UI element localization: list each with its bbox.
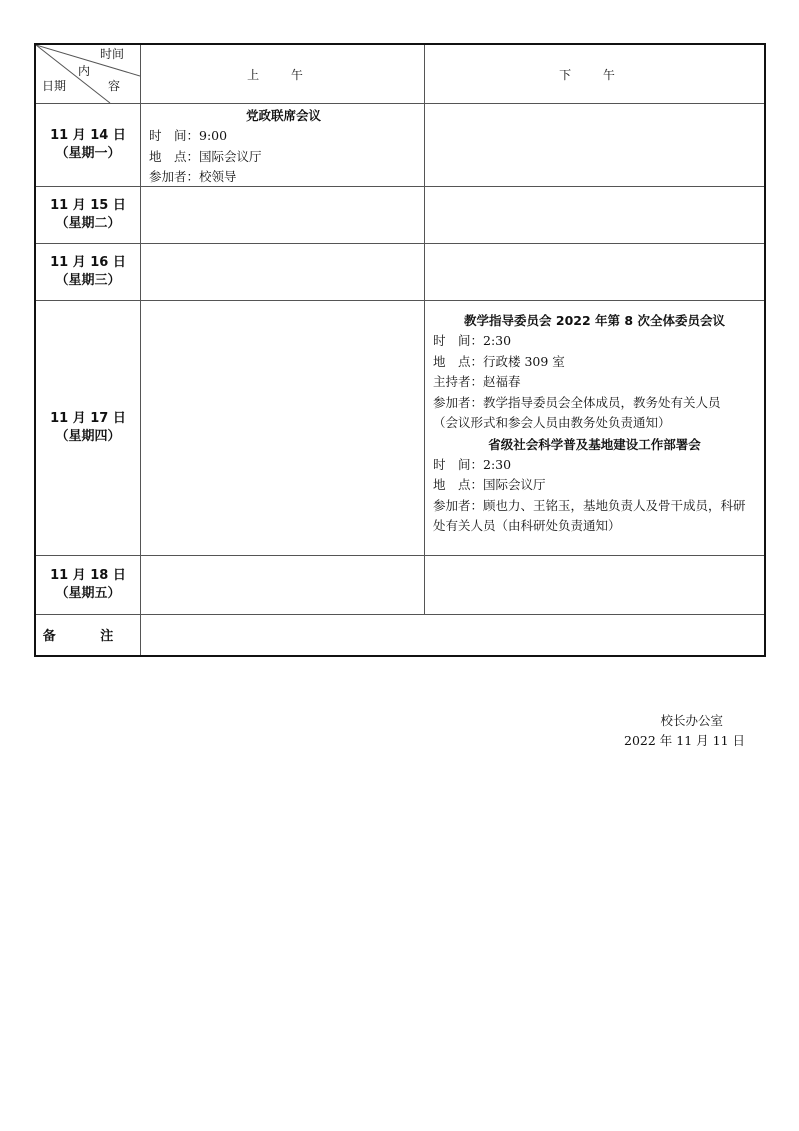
event-host: 主持者：赵福春 bbox=[433, 374, 521, 389]
date-label: 11 月 17 日 bbox=[50, 410, 126, 426]
date-label: 11 月 14 日 bbox=[50, 127, 126, 143]
date-cell-tuesday bbox=[36, 186, 140, 243]
corner-label-content-1: 内 bbox=[78, 64, 91, 78]
weekly-schedule-table bbox=[34, 43, 766, 657]
monday-morning-cell bbox=[141, 103, 424, 186]
event-time: 时 间：2:30 bbox=[433, 456, 512, 472]
friday-morning-cell bbox=[141, 555, 424, 614]
weekday-label: （星期三） bbox=[55, 272, 121, 288]
event-location: 地 点：行政楼 309 室 bbox=[433, 353, 565, 369]
weekday-label: （星期四） bbox=[55, 428, 121, 444]
wednesday-morning-cell bbox=[141, 243, 424, 300]
issue-date: 2022 年 11 月 11 日 bbox=[624, 733, 745, 748]
weekday-label: （星期五） bbox=[55, 585, 121, 601]
friday-afternoon-cell bbox=[425, 555, 764, 614]
issuing-office: 校长办公室 bbox=[660, 713, 723, 728]
column-header-morning: 上 午 bbox=[247, 67, 317, 82]
event-title: 党政联席会议 bbox=[245, 108, 321, 123]
date-label: 11 月 16 日 bbox=[50, 254, 126, 270]
event-location: 地 点：国际会议厅 bbox=[433, 477, 546, 492]
event-attendees: 参加者：教学指导委员会全体成员，教务处有关人员 bbox=[433, 394, 721, 410]
event-time: 时 间：2:30 bbox=[433, 333, 512, 348]
date-label: 11 月 18 日 bbox=[50, 567, 126, 583]
remarks-label: 备 注 bbox=[42, 629, 134, 644]
date-label: 11 月 15 日 bbox=[50, 197, 126, 213]
corner-label-date: 日期 bbox=[42, 79, 67, 93]
event-note: （会议形式和参会人员由教务处负责通知） bbox=[433, 415, 671, 430]
date-cell-friday bbox=[36, 555, 140, 614]
event-location: 地 点：国际会议厅 bbox=[149, 148, 262, 164]
date-cell-monday bbox=[36, 103, 140, 186]
date-cell-thursday bbox=[36, 300, 140, 555]
document-footer bbox=[624, 711, 745, 751]
column-header-afternoon: 下 午 bbox=[559, 67, 629, 82]
corner-label-content-2: 容 bbox=[108, 79, 121, 93]
event-attendees: 参加者：校领导 bbox=[149, 169, 237, 184]
event-title: 省级社会科学普及基地建设工作部署会 bbox=[488, 436, 701, 452]
event-time: 时 间：9:00 bbox=[149, 128, 228, 143]
corner-label-time: 时间 bbox=[100, 47, 125, 61]
tuesday-afternoon-cell bbox=[425, 186, 764, 243]
date-cell-wednesday bbox=[36, 243, 140, 300]
header-corner-cell bbox=[36, 45, 140, 103]
remarks-content bbox=[141, 614, 764, 655]
thursday-morning-cell bbox=[141, 300, 424, 555]
tuesday-morning-cell bbox=[141, 186, 424, 243]
weekday-label: （星期二） bbox=[55, 215, 121, 231]
thursday-afternoon-cell bbox=[425, 300, 764, 555]
monday-afternoon-cell bbox=[425, 103, 764, 186]
wednesday-afternoon-cell bbox=[425, 243, 764, 300]
event-title: 教学指导委员会 2022 年第 8 次全体委员会议 bbox=[464, 313, 725, 328]
event-attendees: 参加者：顾也力、王铭玉，基地负责人及骨干成员，科研处有关人员（由科研处负责通知） bbox=[433, 497, 746, 533]
weekday-label: （星期一） bbox=[55, 145, 121, 161]
